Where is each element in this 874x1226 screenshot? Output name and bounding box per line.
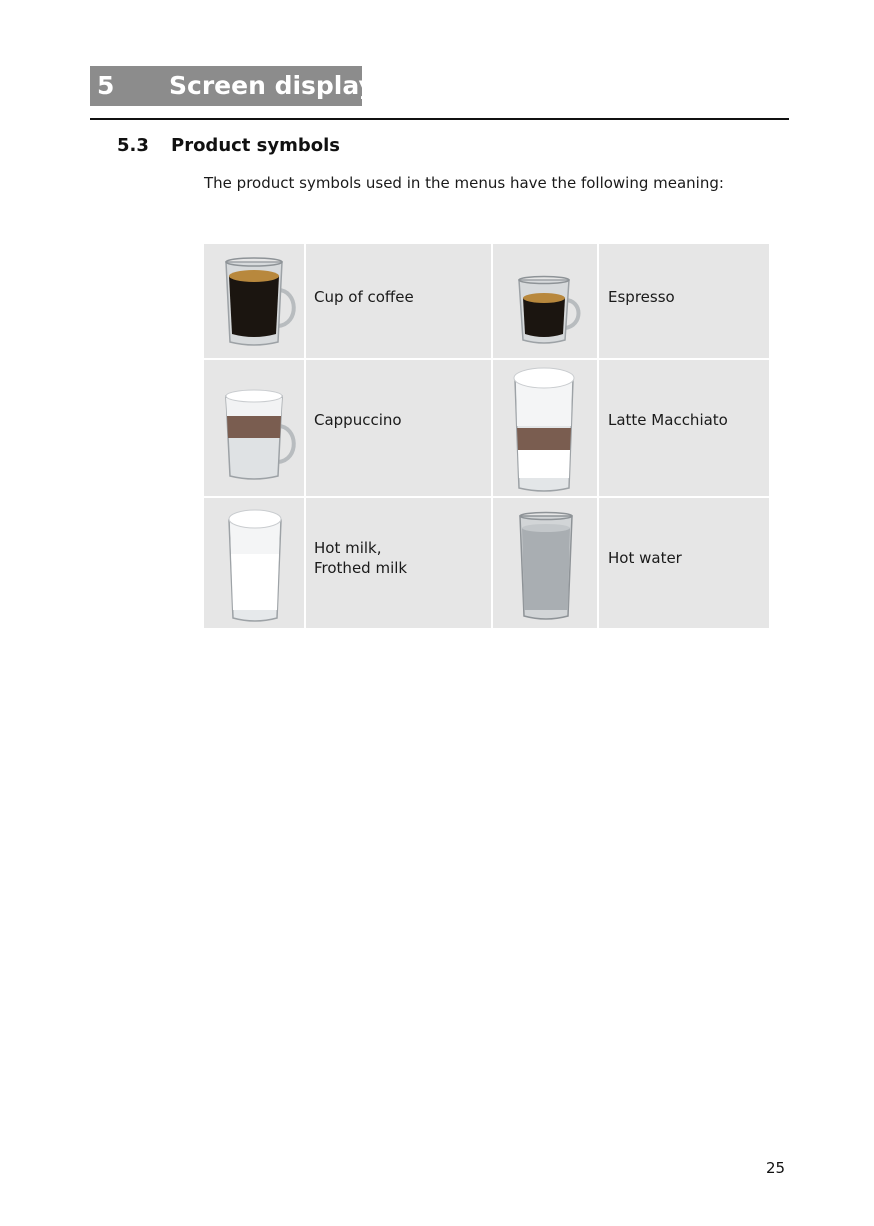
product-label: Hot water (608, 549, 682, 567)
product-label: Hot milk, Frothed milk (314, 539, 408, 577)
icon-cell (493, 244, 597, 358)
label-cell (306, 498, 491, 628)
label-cell (599, 244, 769, 358)
section-number: 5.3 (117, 135, 149, 156)
icon-cell (493, 498, 597, 628)
icon-cell (204, 498, 304, 628)
icon-cell (493, 360, 597, 496)
coffee-cup-icon (220, 254, 302, 350)
product-label: Espresso (608, 288, 675, 306)
header-rule (90, 118, 789, 120)
icon-cell (204, 244, 304, 358)
label-cell (306, 360, 491, 496)
product-label: Latte Macchiato (608, 411, 728, 429)
label-cell (306, 244, 491, 358)
page-number: 25 (766, 1159, 786, 1177)
latte-macchiato-glass-icon (511, 366, 577, 494)
section-title: Product symbols (171, 135, 341, 156)
product-label: Cup of coffee (314, 288, 414, 306)
espresso-cup-icon (515, 274, 587, 348)
intro-text: The product symbols used in the menus have the following meaning: (204, 174, 724, 192)
product-symbols-table (204, 244, 769, 628)
hot-milk-glass-icon (226, 508, 284, 624)
hot-water-glass-icon (517, 510, 575, 624)
label-cell (599, 360, 769, 496)
chapter-title: Screen display (169, 71, 375, 100)
chapter-banner (90, 66, 375, 106)
cappuccino-cup-icon (220, 386, 302, 482)
product-label: Cappuccino (314, 411, 402, 429)
icon-cell (204, 360, 304, 496)
chapter-number: 5 (97, 71, 115, 100)
label-cell (599, 498, 769, 628)
